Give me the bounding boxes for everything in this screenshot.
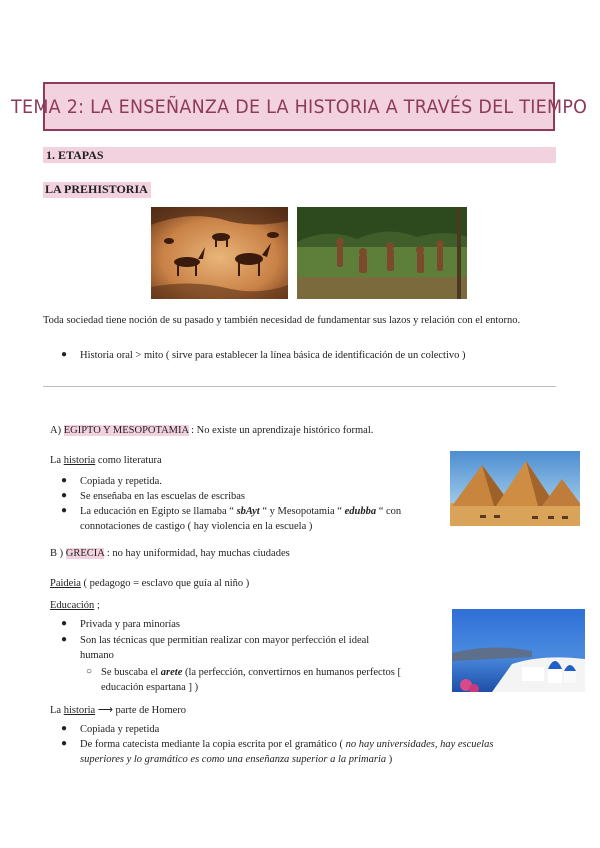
prehistoria-heading: LA PREHISTORIA: [43, 182, 151, 198]
bullet-marker: ●: [61, 618, 68, 629]
pyramids-image: [450, 451, 580, 526]
santorini-image: [452, 609, 585, 692]
bullet-marker: ●: [61, 634, 68, 645]
divider: [43, 386, 556, 387]
cave-painting-image: [151, 207, 288, 299]
grecia-bullet-4: De forma catecista mediante la copia escrita por el gramático ( no hay universidades, hay escuelas superiores y lo gramático es como una enseñanza superior a la primaria ): [80, 739, 494, 765]
educacion-line: Educación ;: [50, 600, 100, 611]
title-box: [10, 82, 588, 131]
grecia-bullet-2: Son las técnicas que permitían realizar con mayor perfección el ideal humano: [80, 635, 370, 661]
bullet-marker: ●: [61, 475, 68, 486]
sub-bullet-marker: ○: [86, 666, 93, 677]
egipto-label: EGIPTO Y MESOPOTAMIA: [63, 425, 189, 436]
document-title: TEMA 2: LA ENSEÑANZA DE LA HISTORIA A TRAVÉS DEL TIEMPO: [10, 95, 588, 118]
egipto-bullet-1: Copiada y repetida.: [80, 476, 162, 487]
grecia-bullet-1: Privada y para minorías: [80, 619, 181, 630]
egipto-historia-line: La historia como literatura: [50, 455, 162, 466]
bullet-marker: ●: [61, 723, 68, 734]
grecia-bullet-3: Copiada y repetida: [80, 724, 160, 735]
section-bar: [43, 147, 556, 163]
paideia-line: Paideia ( pedagogo = esclavo que guía al niño ): [50, 578, 250, 589]
prehistoric-people-image: [297, 207, 467, 299]
grecia-label: GRECIA: [65, 548, 105, 559]
grecia-heading: B ) GRECIA : no hay uniformidad, hay muchas ciudades: [50, 548, 290, 559]
bullet-marker: ●: [61, 490, 68, 501]
grecia-historia-line: La historia ⟶ parte de Homero: [50, 705, 187, 716]
egipto-heading: A) EGIPTO Y MESOPOTAMIA : No existe un aprendizaje histórico formal.: [50, 425, 374, 436]
prehistoria-paragraph: Toda sociedad tiene noción de su pasado y también necesidad de fundamentar sus lazos y relación con el entorno.: [43, 315, 521, 326]
egipto-bullet-3: La educación en Egipto se llamaba “ sbAyt “ y Mesopotamia “ edubba “ con connotaciones de castigo ( hay violencia en la escuela ): [80, 506, 402, 532]
section-heading: 1. ETAPAS: [46, 148, 104, 162]
arete-sub-bullet: Se buscaba el arete (la perfección, convertirnos en humanos perfectos [ educación espartana ] ): [101, 667, 402, 693]
oral-history-bullet: Historia oral > mito ( sirve para establecer la línea básica de identificación de un colectivo ): [80, 350, 466, 361]
bullet-marker: ●: [61, 505, 68, 516]
egipto-bullet-2: Se enseñaba en las escuelas de escribas: [80, 491, 246, 502]
bullet-marker: ●: [61, 349, 68, 360]
bullet-marker: ●: [61, 738, 68, 749]
